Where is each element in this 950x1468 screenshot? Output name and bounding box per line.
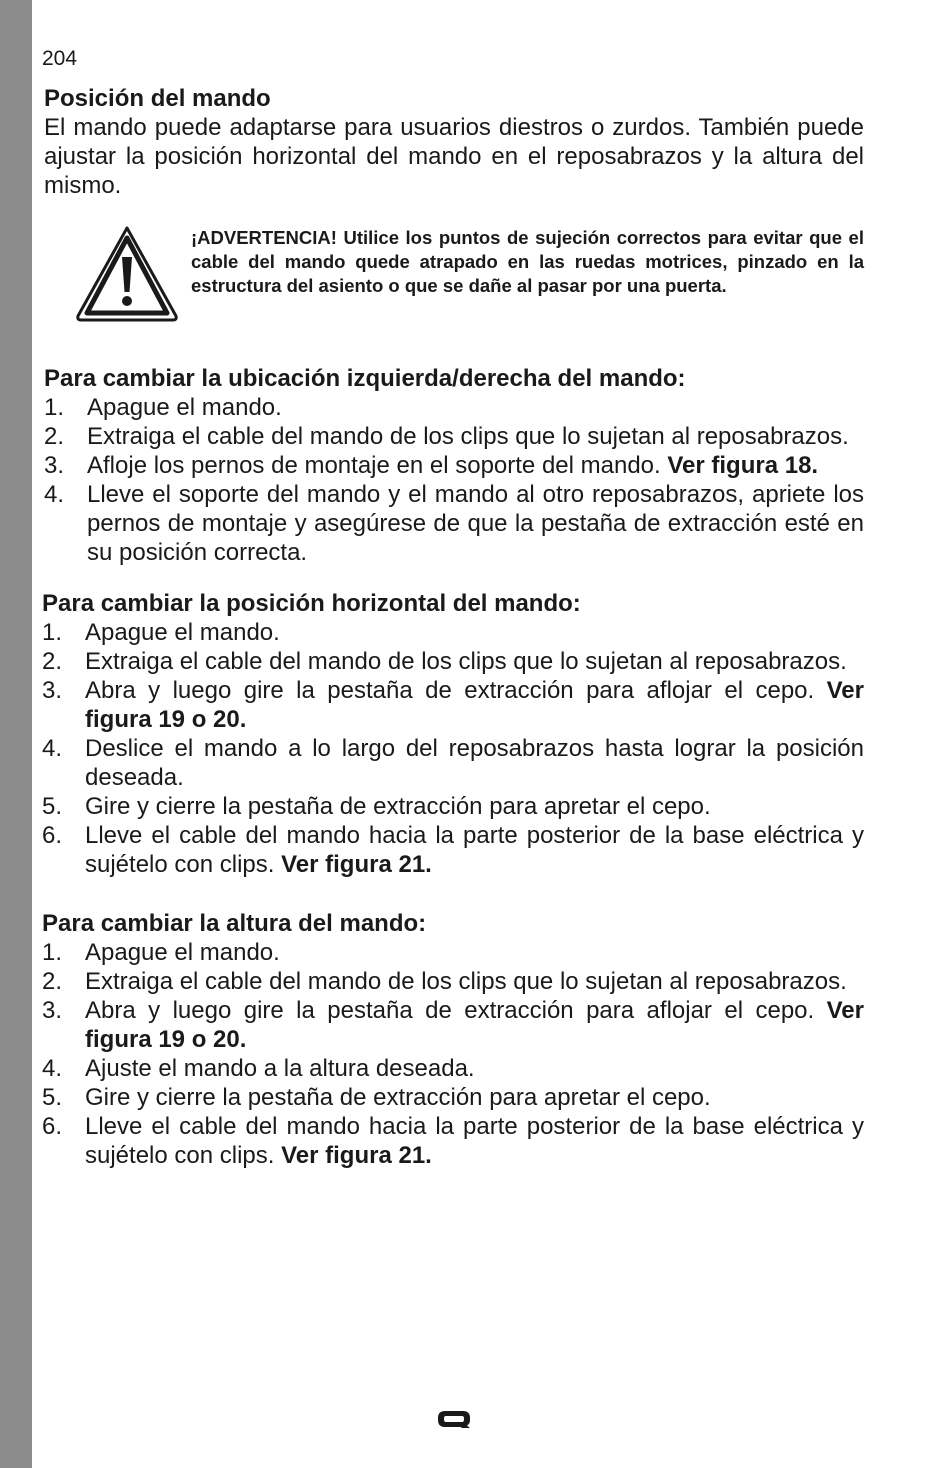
section-heading: Para cambiar la posición horizontal del mando: <box>42 590 581 617</box>
list-item <box>42 676 864 734</box>
step-text: Ajuste el mando a la altura deseada. <box>85 1055 475 1082</box>
step-number: 5. <box>42 1084 63 1111</box>
step-text: Deslice el mando a lo largo del reposabrazos hasta lograr la posición deseada. <box>85 735 864 791</box>
step-number: 2. <box>42 968 63 995</box>
step-text: Extraiga el cable del mando de los clips que lo sujetan al reposabrazos. <box>87 423 849 450</box>
side-bar <box>0 0 32 1468</box>
step-number: 1. <box>42 619 63 646</box>
list-item <box>44 480 864 567</box>
steps-list <box>42 938 864 1170</box>
step-number: 3. <box>42 677 63 704</box>
step-number: 3. <box>42 997 63 1024</box>
list-item <box>42 1083 864 1112</box>
list-item <box>42 618 864 647</box>
step-text: Apague el mando. <box>85 619 280 646</box>
steps-list <box>42 618 864 879</box>
step-text: Afloje los pernos de montaje en el soporte del mando. <box>87 452 668 479</box>
figure-reference: Ver figura 21. <box>281 1142 432 1169</box>
page-number: 204 <box>42 47 78 70</box>
step-number: 1. <box>44 394 65 421</box>
q-logo-icon <box>436 1409 472 1429</box>
step-text: Apague el mando. <box>87 394 282 421</box>
list-item <box>42 821 864 879</box>
list-item <box>42 734 864 792</box>
list-item <box>42 647 864 676</box>
figure-reference: Ver figura 19 o 20. <box>85 997 864 1053</box>
step-number: 2. <box>44 423 65 450</box>
step-number: 2. <box>42 648 63 675</box>
intro-paragraph: El mando puede adaptarse para usuarios diestros o zurdos. También puede ajustar la posición horizontal del mando en el reposabrazos y la altura del mismo. <box>44 114 864 199</box>
steps-list <box>44 393 864 567</box>
figure-reference: Ver figura 19 o 20. <box>85 677 864 733</box>
step-number: 6. <box>42 1113 63 1140</box>
list-item <box>42 1054 864 1083</box>
list-item <box>42 967 864 996</box>
section-horizontal <box>42 589 864 879</box>
step-number: 6. <box>42 822 63 849</box>
step-number: 1. <box>42 939 63 966</box>
section-heading: Para cambiar la ubicación izquierda/derecha del mando: <box>44 365 686 392</box>
figure-reference: Ver figura 21. <box>281 851 432 878</box>
step-number: 4. <box>44 481 65 508</box>
warning-box <box>44 224 864 342</box>
list-item <box>42 1112 864 1170</box>
step-text: Gire y cierre la pestaña de extracción para apretar el cepo. <box>85 1084 711 1111</box>
step-text: Lleve el cable del mando hacia la parte posterior de la base eléctrica y sujételo con clips. <box>85 822 864 878</box>
step-number: 5. <box>42 793 63 820</box>
figure-reference: Ver figura 18. <box>667 452 819 479</box>
section-title: Posición del mando <box>44 85 271 112</box>
list-item <box>42 996 864 1054</box>
warning-triangle-icon <box>74 224 180 324</box>
step-text: Abra y luego gire la pestaña de extracción para aflojar el cepo. <box>85 997 827 1024</box>
section-left-right <box>44 364 864 567</box>
step-text: Abra y luego gire la pestaña de extracción para aflojar el cepo. <box>85 677 827 704</box>
step-text: Extraiga el cable del mando de los clips que lo sujetan al reposabrazos. <box>85 968 847 995</box>
step-text: Lleve el cable del mando hacia la parte posterior de la base eléctrica y sujételo con clips. <box>85 1113 864 1169</box>
list-item <box>44 451 864 480</box>
list-item <box>42 792 864 821</box>
list-item <box>42 938 864 967</box>
step-text: Extraiga el cable del mando de los clips que lo sujetan al reposabrazos. <box>85 648 847 675</box>
warning-text: ¡ADVERTENCIA! Utilice los puntos de sujeción correctos para evitar que el cable del mando quede atrapado en las ruedas motrices, pinzado en la estructura del asiento o que se dañe al pasar por una puerta. <box>191 227 864 296</box>
section-heading: Para cambiar la altura del mando: <box>42 910 427 937</box>
list-item <box>44 422 864 451</box>
page-content <box>44 84 864 1170</box>
step-number: 3. <box>44 452 65 479</box>
step-number: 4. <box>42 735 63 762</box>
step-text: Gire y cierre la pestaña de extracción para apretar el cepo. <box>85 793 711 820</box>
list-item <box>44 393 864 422</box>
section-height <box>42 909 864 1170</box>
step-text: Apague el mando. <box>85 939 280 966</box>
step-number: 4. <box>42 1055 63 1082</box>
step-text: Lleve el soporte del mando y el mando al otro reposabrazos, apriete los pernos de montaje y asegúrese de que la pestaña de extracción esté en su posición correcta. <box>87 481 864 566</box>
